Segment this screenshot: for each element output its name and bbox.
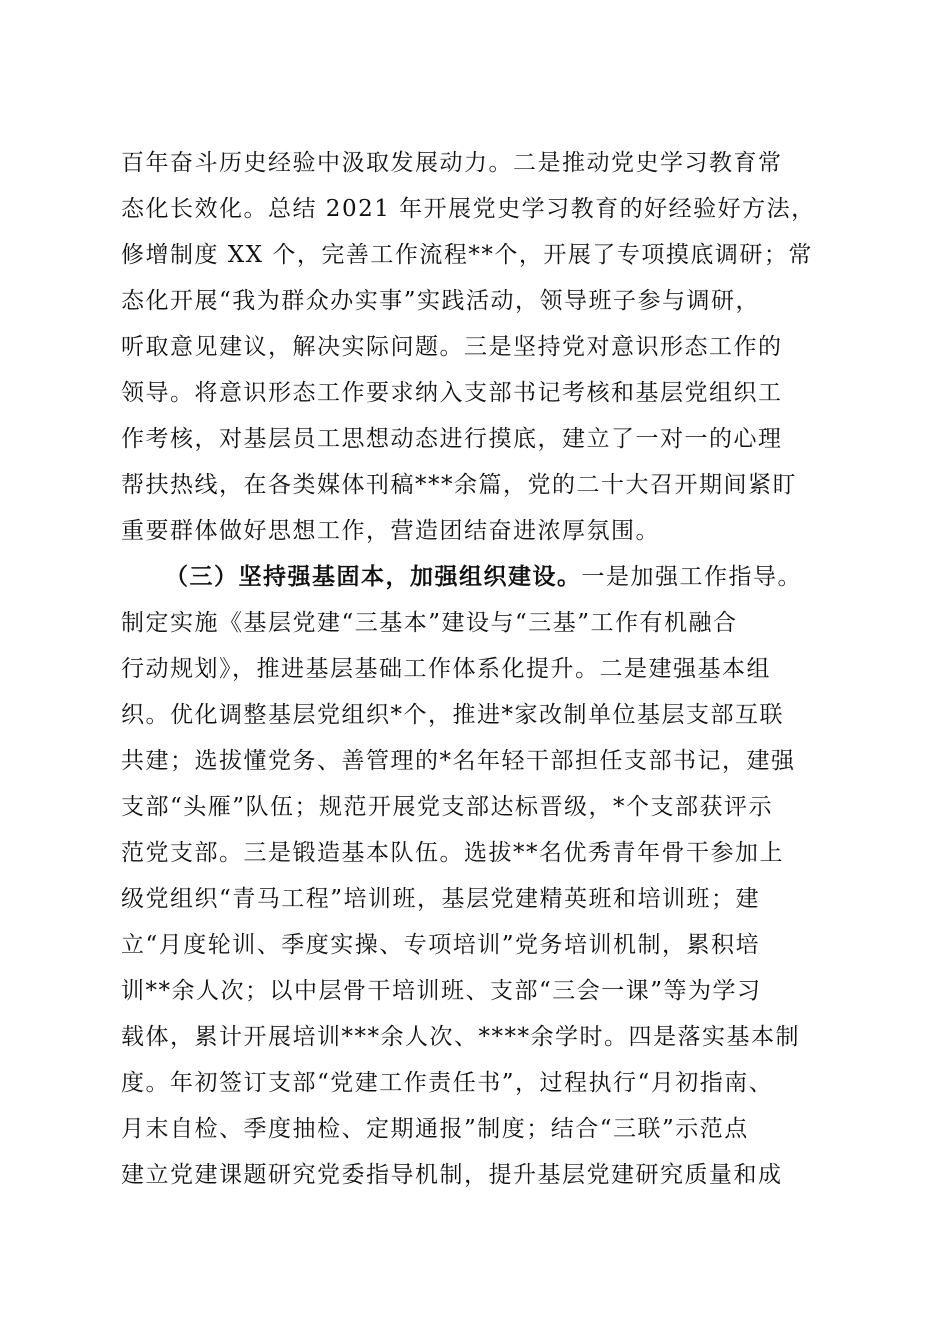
text-line: 度。年初签订支部“党建工作责任书”，过程执行“月初指南、	[121, 1070, 774, 1096]
text-line: 作考核，对基层员工思想动态进行摸底，建立了一对一的心理	[121, 426, 783, 452]
text-line: 支部“头雁”队伍；规范开展党支部达标晋级，*个支部获评示	[121, 794, 774, 820]
text-line: 月末自检、季度抽检、定期通报”制度；结合“三联”示范点	[121, 1116, 749, 1142]
text-line: 建立党建课题研究党委指导机制，提升基层党建研究质量和成	[121, 1162, 783, 1188]
text-line: 共建；选拔懂党务、善管理的*名年轻干部担任支部书记，建强	[121, 748, 796, 774]
text-line: 百年奋斗历史经验中汲取发展动力。二是推动党史学习教育常	[121, 150, 783, 176]
text-line: 载体，累计开展培训***余人次、****余学时。四是落实基本制	[121, 1024, 800, 1050]
text-line: 修增制度 XX 个，完善工作流程**个，开展了专项摸底调研；常	[121, 242, 813, 268]
text-line: 听取意见建议，解决实际问题。三是坚持党对意识形态工作的	[121, 334, 783, 360]
text-line: 态化长效化。总结 2021 年开展党史学习教育的好经验好方法，	[121, 196, 816, 222]
body-text	[121, 140, 841, 1198]
text-line: 行动规划》，推进基层基础工作体系化提升。二是建强基本组	[121, 656, 771, 682]
text-line: 训**余人次；以中层骨干培训班、支部“三会一课”等为学习	[121, 978, 762, 1004]
section-3-first-line	[121, 554, 841, 600]
text-line: 重要群体做好思想工作，营造团结奋进浓厚氛围。	[121, 518, 660, 544]
text-line: 级党组织“青马工程”培训班，基层党建精英班和培训班；建	[121, 886, 761, 912]
text-line: 态化开展“我为群众办实事”实践活动，领导班子参与调研，	[121, 288, 761, 314]
section-3-heading: （三）坚持强基固本，加强组织建设。	[165, 563, 582, 590]
text-line: 制定实施《基层党建“三基本”建设与“三基”工作有机融合	[121, 610, 738, 636]
section-3-first-line-rest: 一是加强工作指导。	[581, 564, 802, 590]
text-line: 立“月度轮训、季度实操、专项培训”党务培训机制，累积培	[121, 932, 761, 958]
text-line: 帮扶热线，在各类媒体刊稿***余篇，党的二十大召开期间紧盯	[121, 472, 797, 498]
text-line: 织。优化调整基层党组织*个，推进*家改制单位基层支部互联	[121, 702, 784, 728]
text-line: 范党支部。三是锻造基本队伍。选拔**名优秀青年骨干参加上	[121, 840, 784, 866]
text-line: 领导。将意识形态工作要求纳入支部书记考核和基层党组织工	[121, 380, 783, 406]
